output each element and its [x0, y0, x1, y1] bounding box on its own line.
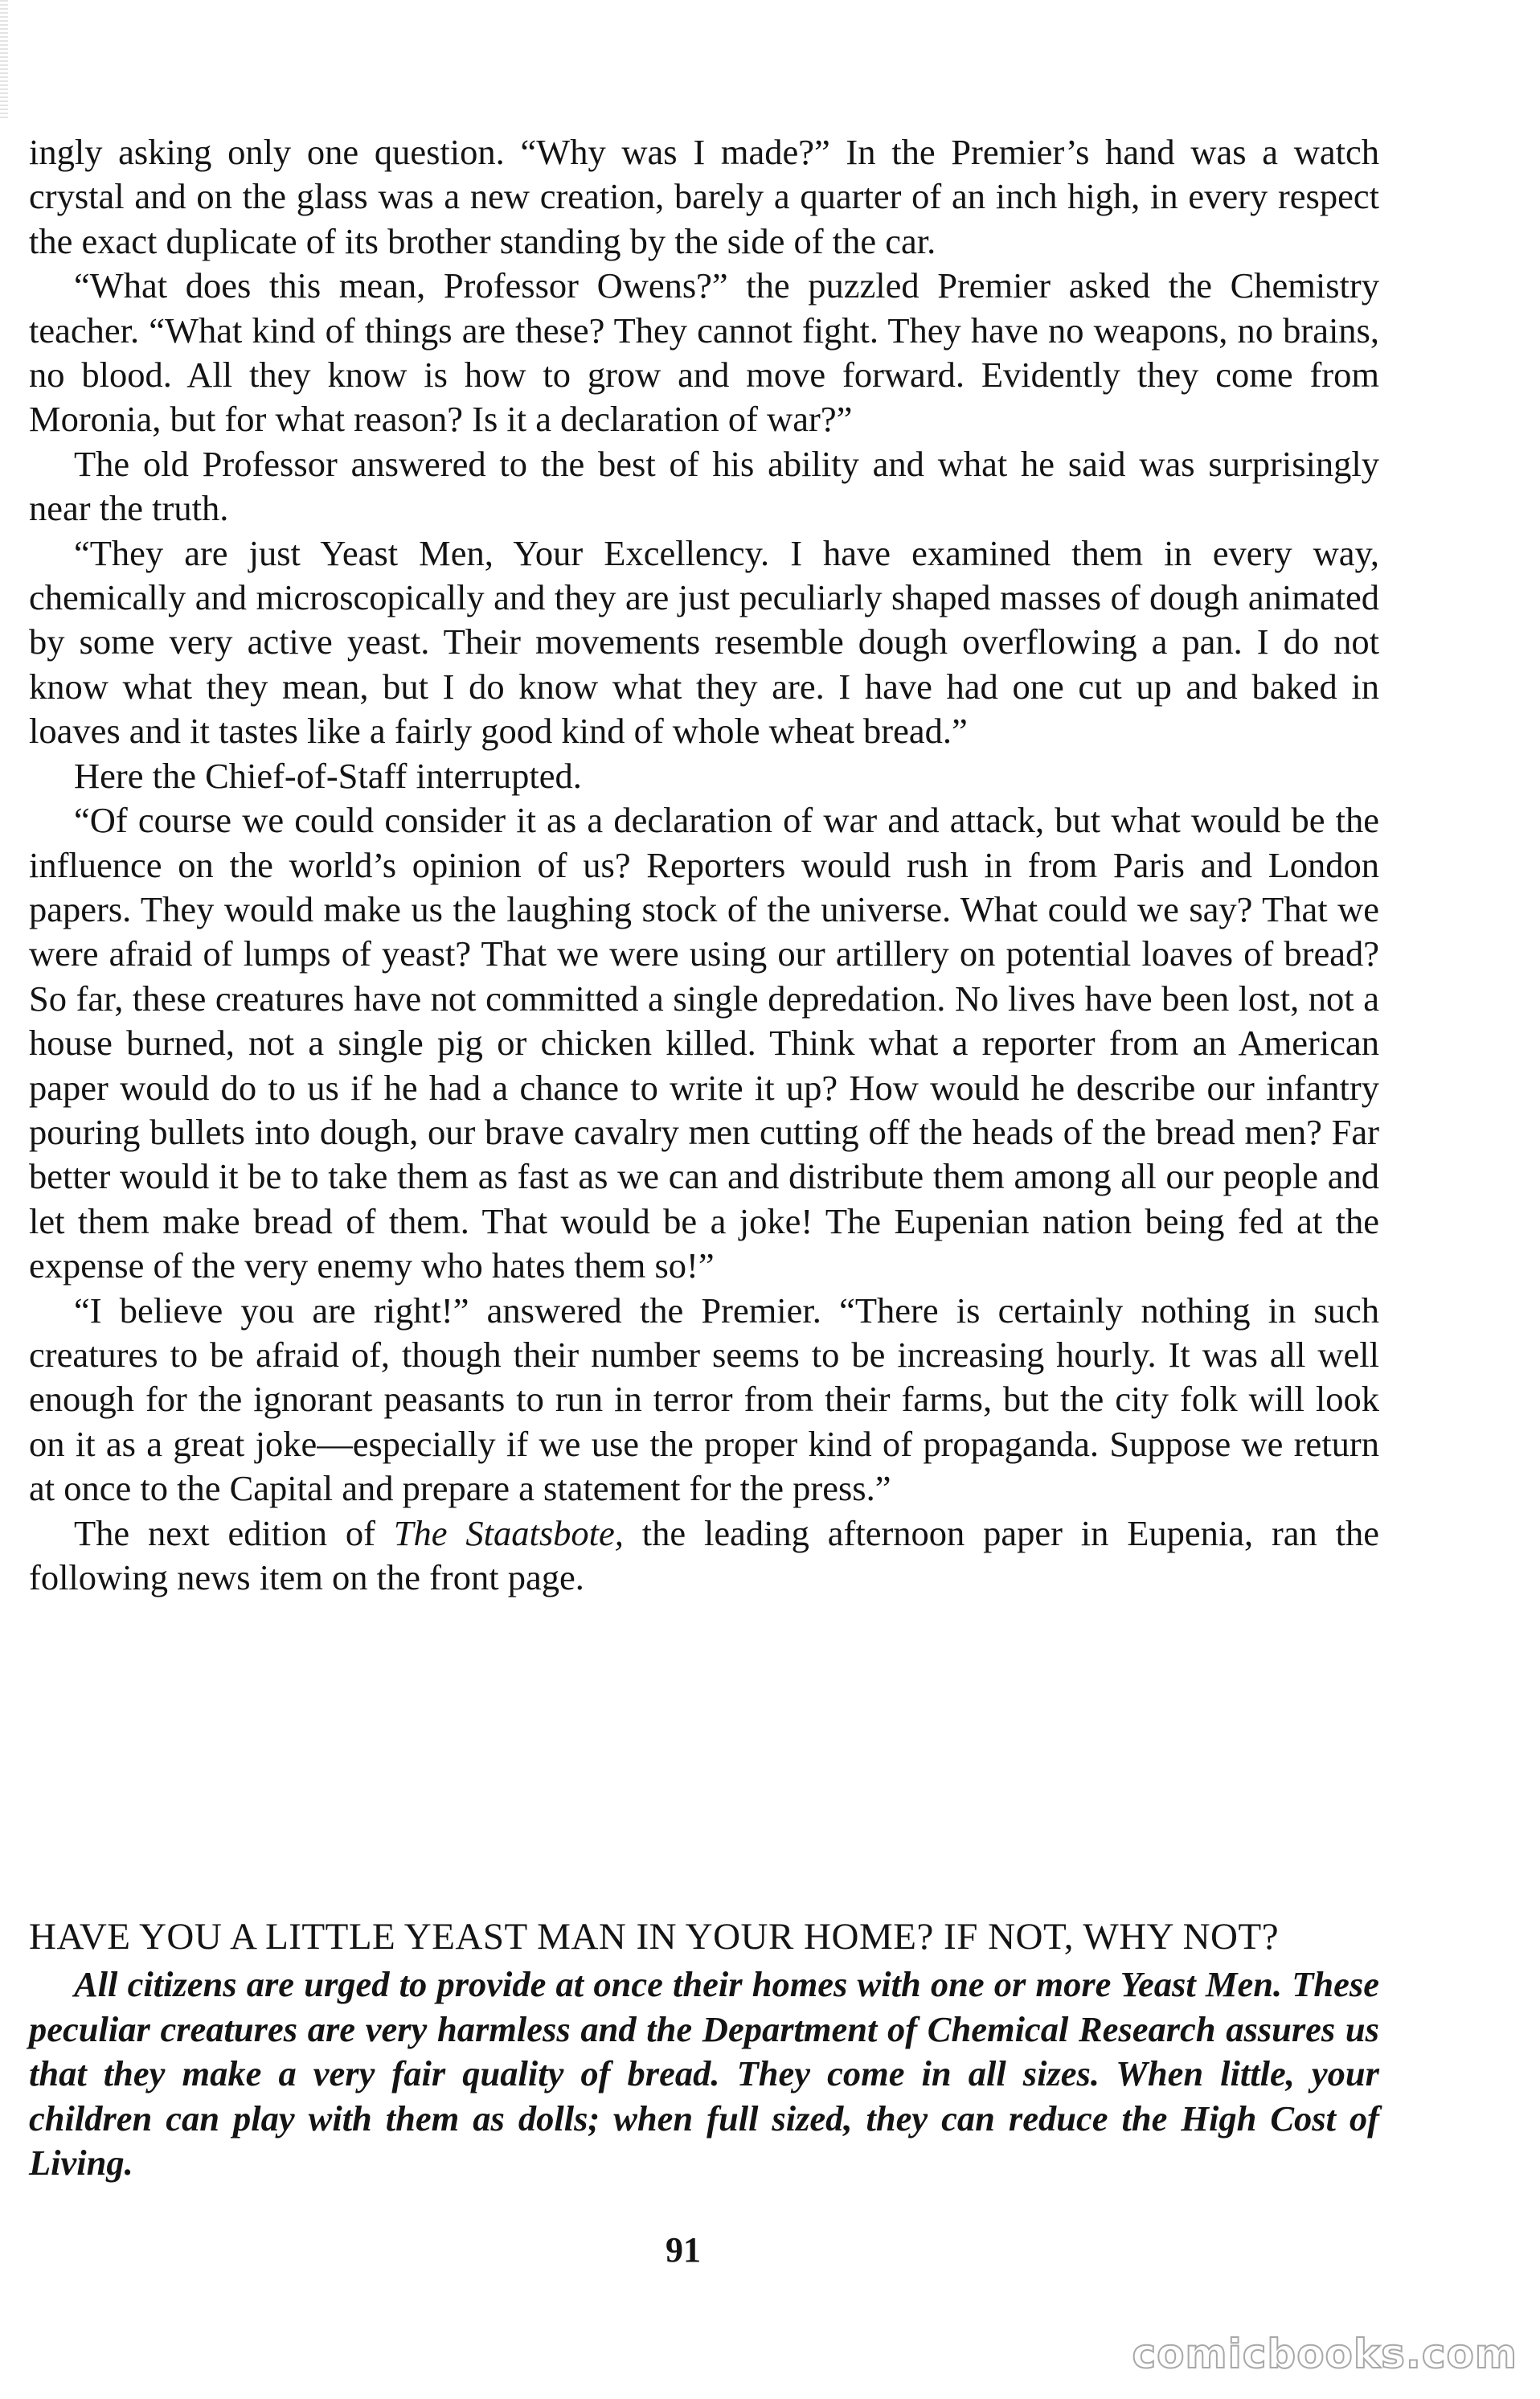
paragraph: “What does this mean, Professor Owens?” the puzzled Premier asked the Chemistry teacher. “What kind of things are these? They cannot fight. They have no weapons, no brains, no blood. All they know is how to grow and move forward. Evidently they come from Moronia, but for what reason? Is it a declaration of war?” — [29, 265, 1379, 440]
paragraph-text: the leading afternoon paper in Eupenia, ran the following news item on the front page. — [29, 1512, 1379, 1597]
body-text — [29, 130, 1379, 1600]
page-binding-edge — [0, 0, 8, 121]
paragraph: ingly asking only one question. “Why was I made?” In the Premier’s hand was a watch crystal and on the glass was a new creation, barely a quarter of an inch high, in every respect the exact duplicate of its brother standing by the side of the car. — [29, 132, 1379, 261]
page-number: 91 — [666, 2230, 701, 2270]
paragraph — [29, 1511, 1379, 1601]
newspaper-title: The Staatsbote, — [393, 1512, 624, 1553]
paragraph: The old Professor answered to the best of his ability and what he said was surprisingly near the truth. — [29, 443, 1379, 529]
news-item — [29, 1915, 1379, 2186]
news-headline: HAVE YOU A LITTLE YEAST MAN IN YOUR HOME? IF NOT, WHY NOT? — [29, 1916, 1280, 1958]
paragraph: “They are just Yeast Men, Your Excellency. I have examined them in every way, chemically and microscopically and they are just peculiarly shaped masses of dough animated by some very active yeast. Their movements resemble dough overflowing a pan. I do not know what they mean, but I do know what they are. I have had one cut up and baked in loaves and it tastes like a fairly good kind of whole wheat bread.” — [29, 532, 1379, 752]
paragraph: “I believe you are right!” answered the Premier. “There is certainly nothing in such creatures to be afraid of, though their number seems to be increasing hourly. It was all well enough for the ignorant peasants to run in terror from their farms, but the city folk will look on it as a great joke—especially if we use the proper kind of propaganda. Suppose we return at once to the Capital and prepare a statement for the press.” — [29, 1290, 1379, 1509]
paragraph: Here the Chief-of-Staff interrupted. — [74, 755, 582, 796]
paragraph-text: The next edition of — [74, 1512, 394, 1553]
paragraph: “Of course we could consider it as a declaration of war and attack, but what would be the influence on the world’s opinion of us? Reporters would rush in from Paris and London papers. They would make us the laughing stock of the universe. What could we say? That we were afraid of lumps of yeast? That we were using our artillery on potential loaves of bread? So far, these creatures have not committed a single depredation. No lives have been lost, not a house burned, not a single pig or chicken killed. Think what a reporter from an American paper would do to us if he had a chance to write it up? How would he describe our infantry pouring bullets into dough, our brave cavalry men cutting off the heads of the bread men? Far better would it be to take them as fast as we can and distribute them among all our people and let them make bread of them. That would be a joke! The Eupenian nation being fed at the expense of the very enemy who hates them so!” — [29, 800, 1379, 1286]
watermark-logo: comicbooks.com — [1132, 2331, 1517, 2377]
news-body: All citizens are urged to provide at once their homes with one or more Yeast Men. These peculiar creatures are very harmless and the Department of Chemical Research assures us that they make a very fair quality of bread. They come in all sizes. When little, your children can play with them as dolls; when full sized, they can reduce the High Cost of Living. — [29, 1964, 1379, 2184]
